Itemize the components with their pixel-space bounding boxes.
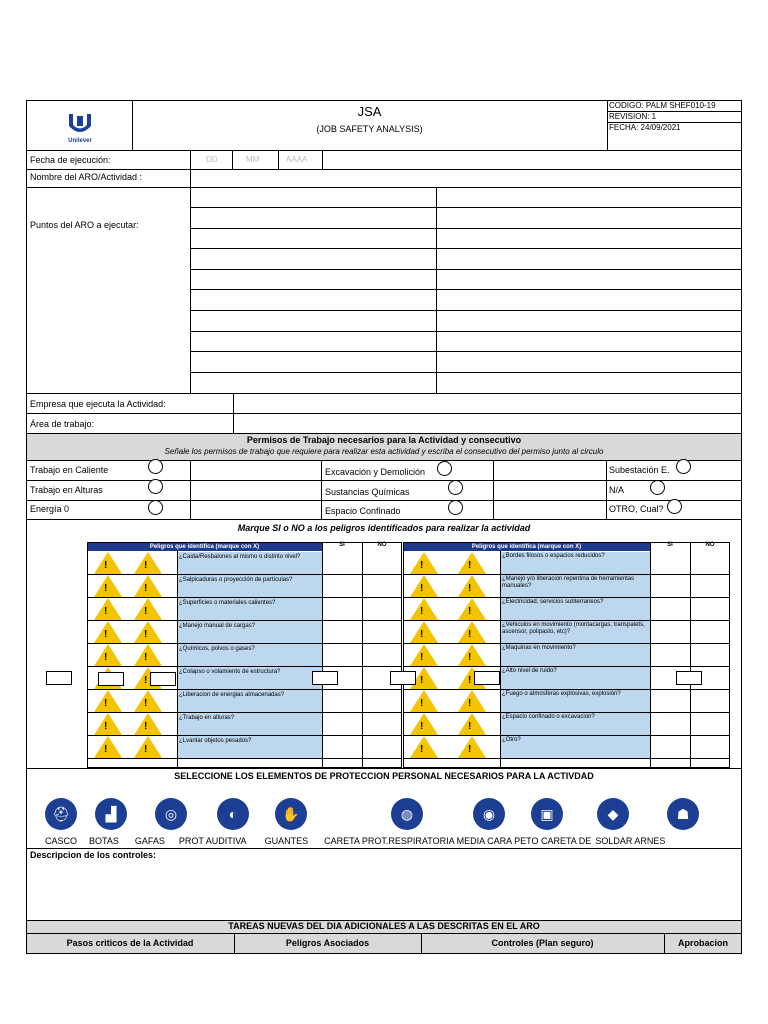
permiso-radio[interactable] xyxy=(148,500,163,515)
boots-icon[interactable]: ▟ xyxy=(95,798,127,830)
fecha-ejecucion-label: Fecha de ejecución: xyxy=(30,155,111,165)
epp-label: BOTAS xyxy=(89,836,119,846)
hazard-warning-icon: ! xyxy=(458,736,486,758)
epp-title: SELECCIONE LOS ELEMENTOS DE PROTECCION PERSONAL NECESARIOS PARA LA ACTIVDAD xyxy=(174,771,594,781)
si-checkbox[interactable] xyxy=(651,552,689,573)
hazard-warning-icon: ! xyxy=(134,713,162,735)
si-checkbox[interactable] xyxy=(651,736,689,757)
side-checkbox[interactable] xyxy=(676,671,702,685)
epp-label: GUANTES xyxy=(264,836,309,846)
hazard-warning-icon: ! xyxy=(410,575,438,597)
peligros-left-header: Peligros que identifica (marque con X) xyxy=(87,543,322,551)
si-checkbox[interactable] xyxy=(323,736,361,757)
si-checkbox[interactable] xyxy=(651,598,689,619)
goggles-icon[interactable]: ◎ xyxy=(155,798,187,830)
hazard-question: ¿Espacio confinado o excavacion? xyxy=(502,714,595,720)
hazard-warning-icon: ! xyxy=(134,575,162,597)
hazard-question: ¿Maquinas en movimiento? xyxy=(502,645,576,651)
no-checkbox[interactable] xyxy=(363,552,401,573)
permiso-radio[interactable] xyxy=(148,479,163,494)
epp-labels xyxy=(45,836,735,846)
area-label: Área de trabajo: xyxy=(30,419,95,429)
side-checkbox[interactable] xyxy=(98,672,124,686)
permiso-label: Subestación E. xyxy=(609,465,670,475)
no-checkbox[interactable] xyxy=(363,713,401,734)
hazard-warning-icon: ! xyxy=(94,713,122,735)
no-checkbox[interactable] xyxy=(691,690,729,711)
hazard-warning-icon: ! xyxy=(94,736,122,758)
hazard-warning-icon: ! xyxy=(410,713,438,735)
permiso-label: OTRO, Cual? xyxy=(609,504,664,514)
hazard-question: ¿Caida/Resbalones al mismo o distinto nivel? xyxy=(179,554,301,560)
hazard-warning-icon: ! xyxy=(94,621,122,643)
no-checkbox[interactable] xyxy=(691,736,729,757)
hazard-warning-icon: ! xyxy=(458,598,486,620)
hazard-question: ¿Manejo manual de cargas? xyxy=(179,623,256,629)
permiso-radio[interactable] xyxy=(148,459,163,474)
hazard-warning-icon: ! xyxy=(94,644,122,666)
permiso-label: N/A xyxy=(609,485,625,495)
hazard-question: ¿Manejo y/o liberacion repentina de herramientas manuales? xyxy=(502,576,635,589)
si-checkbox[interactable] xyxy=(323,598,361,619)
si-left-header: SI xyxy=(339,542,345,548)
permiso-label: Energía 0 xyxy=(30,504,70,514)
permiso-label: Trabajo en Caliente xyxy=(30,465,109,475)
apron-icon[interactable]: ▣ xyxy=(531,798,563,830)
col-peligros: Peligros Asociados xyxy=(285,938,370,948)
hazard-warning-icon: ! xyxy=(410,736,438,758)
no-checkbox[interactable] xyxy=(691,621,729,642)
hazard-question: ¿Electricidad, servicios subterraneos? xyxy=(502,599,604,605)
epp-label: PROT AUDITIVA xyxy=(178,836,247,846)
permiso-radio[interactable] xyxy=(650,480,665,495)
page-subtitle: (JOB SAFETY ANALYSIS) xyxy=(316,124,423,134)
col-controles: Controles (Plan seguro) xyxy=(491,938,594,948)
permiso-radio[interactable] xyxy=(667,499,682,514)
si-checkbox[interactable] xyxy=(651,713,689,734)
no-right-header: NO xyxy=(705,542,715,548)
si-checkbox[interactable] xyxy=(651,644,689,665)
hazard-warning-icon: ! xyxy=(134,690,162,712)
no-checkbox[interactable] xyxy=(691,644,729,665)
side-checkbox[interactable] xyxy=(150,672,176,686)
hazard-warning-icon: ! xyxy=(458,667,486,689)
hazard-question: ¿Trabajo en alturas? xyxy=(179,715,235,721)
hazard-warning-icon: ! xyxy=(410,690,438,712)
hazard-warning-icon: ! xyxy=(94,575,122,597)
permiso-radio[interactable] xyxy=(676,459,691,474)
permiso-label: Trabajo en Alturas xyxy=(30,485,103,495)
epp-label: CASCO xyxy=(45,836,78,846)
hazard-question: ¿Alto nivel de ruido? xyxy=(502,668,557,674)
permiso-radio[interactable] xyxy=(448,500,463,515)
hazard-warning-icon: ! xyxy=(134,598,162,620)
hazard-warning-icon: ! xyxy=(458,713,486,735)
permiso-radio[interactable] xyxy=(448,480,463,495)
permiso-label: Espacio Confinado xyxy=(325,506,401,516)
no-checkbox[interactable] xyxy=(363,736,401,757)
controles-title: Descripcion de los controles: xyxy=(30,850,157,860)
permiso-radio[interactable] xyxy=(437,461,452,476)
codigo-label: CODIGO: PALM SHEF010-19 xyxy=(609,101,716,110)
hazard-warning-icon: ! xyxy=(458,575,486,597)
hazard-warning-icon: ! xyxy=(134,736,162,758)
col-aprobacion: Aprobacion xyxy=(677,938,728,948)
no-checkbox[interactable] xyxy=(691,713,729,734)
month-field[interactable]: MM xyxy=(246,155,260,164)
si-checkbox[interactable] xyxy=(323,575,361,596)
hazard-warning-icon: ! xyxy=(458,690,486,712)
side-checkbox[interactable] xyxy=(312,671,338,685)
si-checkbox[interactable] xyxy=(323,621,361,642)
no-checkbox[interactable] xyxy=(363,690,401,711)
si-checkbox[interactable] xyxy=(651,575,689,596)
logo-text: Unilever xyxy=(68,138,92,144)
permisos-title: Permisos de Trabajo necesarios para la Actividad y consecutivo xyxy=(246,435,522,445)
side-checkbox[interactable] xyxy=(474,671,500,685)
hazard-question: ¿Químicos, polvos o gases? xyxy=(179,646,255,652)
hazard-warning-icon: ! xyxy=(458,621,486,643)
respirator-icon[interactable]: ◍ xyxy=(391,798,423,830)
hazard-warning-icon: ! xyxy=(410,598,438,620)
si-checkbox[interactable] xyxy=(651,690,689,711)
hazard-warning-icon: ! xyxy=(134,552,162,574)
col-pasos: Pasos criticos de la Actividad xyxy=(66,938,194,948)
no-checkbox[interactable] xyxy=(691,552,729,573)
hazard-question: ¿Superficies o materiales calientes? xyxy=(179,600,276,606)
hazard-warning-icon: ! xyxy=(134,644,162,666)
epp-label: SOLDAR ARNES xyxy=(595,836,666,846)
hazard-warning-icon: ! xyxy=(458,552,486,574)
si-checkbox[interactable] xyxy=(651,621,689,642)
page-title: JSA xyxy=(357,104,382,119)
hazard-question: ¿Bordes filosos o espacios reducidos? xyxy=(502,553,605,559)
nombre-aro-label: Nombre del ARO/Actividad : xyxy=(30,172,143,182)
si-checkbox[interactable] xyxy=(323,552,361,573)
hazard-warning-icon: ! xyxy=(94,690,122,712)
permisos-subtitle: Señale los permisos de trabajo que requiere para realizar esta actividad y escriba el consecutivo del permiso junto al circulo xyxy=(164,447,604,456)
hazard-question: ¿Vehiculos en movimiento (montacargas, transpalets, ascensor, polipasto, etc)? xyxy=(502,622,645,635)
revision-label: REVISION: 1 xyxy=(609,112,657,121)
hazard-warning-icon: ! xyxy=(94,552,122,574)
gloves-icon[interactable]: ✋ xyxy=(275,798,307,830)
welding-mask-icon[interactable]: ◆ xyxy=(597,798,629,830)
epp-label: GAFAS xyxy=(134,836,165,846)
no-checkbox[interactable] xyxy=(363,621,401,642)
hazard-question: ¿Fuego o atmosferas explosivas, explosión? xyxy=(502,691,621,697)
no-checkbox[interactable] xyxy=(691,575,729,596)
fecha-label: FECHA: 24/09/2021 xyxy=(609,123,681,132)
unilever-logo xyxy=(60,112,100,144)
hazard-warning-icon: ! xyxy=(134,667,162,689)
full-respirator-icon[interactable]: ◉ xyxy=(473,798,505,830)
side-checkbox[interactable] xyxy=(46,671,72,685)
si-checkbox[interactable] xyxy=(323,713,361,734)
permiso-label: Sustancias Químicas xyxy=(325,487,410,497)
empresa-label: Empresa que ejecuta la Actividad: xyxy=(30,399,166,409)
peligros-right-header: Peligros que identifica (marque con X) xyxy=(403,543,650,551)
hazard-warning-icon: ! xyxy=(458,644,486,666)
hazard-question: ¿Otro? xyxy=(502,737,521,743)
no-checkbox[interactable] xyxy=(363,598,401,619)
hazard-warning-icon: ! xyxy=(94,598,122,620)
no-checkbox[interactable] xyxy=(691,598,729,619)
no-left-header: NO xyxy=(377,542,387,548)
si-checkbox[interactable] xyxy=(323,644,361,665)
permiso-label: Excavación y Demolición xyxy=(325,467,426,477)
ear-protection-icon[interactable]: ◐ xyxy=(217,798,249,830)
day-field[interactable]: DD xyxy=(206,155,218,164)
hazard-warning-icon: ! xyxy=(410,667,438,689)
side-checkbox[interactable] xyxy=(390,671,416,685)
tareas-title: TAREAS NUEVAS DEL DIA ADICIONALES A LAS DESCRITAS EN EL ARO xyxy=(228,921,540,931)
no-checkbox[interactable] xyxy=(363,575,401,596)
controles-textarea[interactable] xyxy=(27,862,741,919)
hazard-warning-icon: ! xyxy=(410,552,438,574)
harness-icon[interactable]: ☗ xyxy=(667,798,699,830)
hazard-question: ¿Colapso o volamiento de estructura? xyxy=(179,669,281,675)
hazard-question: ¿Lvantar objetos pesados? xyxy=(179,738,252,744)
hazard-question: ¿Liberacion de energias almacenadas? xyxy=(179,692,285,698)
helmet-icon[interactable]: ⛑ xyxy=(45,798,77,830)
hazard-warning-icon: ! xyxy=(410,644,438,666)
puntos-aro-label: Puntos del ARO a ejecutar: xyxy=(30,220,139,230)
hazard-question: ¿Salpicaduras o proyección de partículas? xyxy=(179,577,293,583)
year-field[interactable]: AAAA xyxy=(286,155,308,164)
no-checkbox[interactable] xyxy=(363,644,401,665)
peligros-title: Marque SI o NO a los peligros identificados para realizar la actividad xyxy=(237,523,531,533)
si-checkbox[interactable] xyxy=(323,690,361,711)
hazard-warning-icon: ! xyxy=(410,621,438,643)
epp-label: CARETA PROT.RESPIRATORIA MEDIA CARA PETO CARETA DE xyxy=(324,836,592,846)
hazard-warning-icon: ! xyxy=(134,621,162,643)
si-right-header: SI xyxy=(667,542,673,548)
